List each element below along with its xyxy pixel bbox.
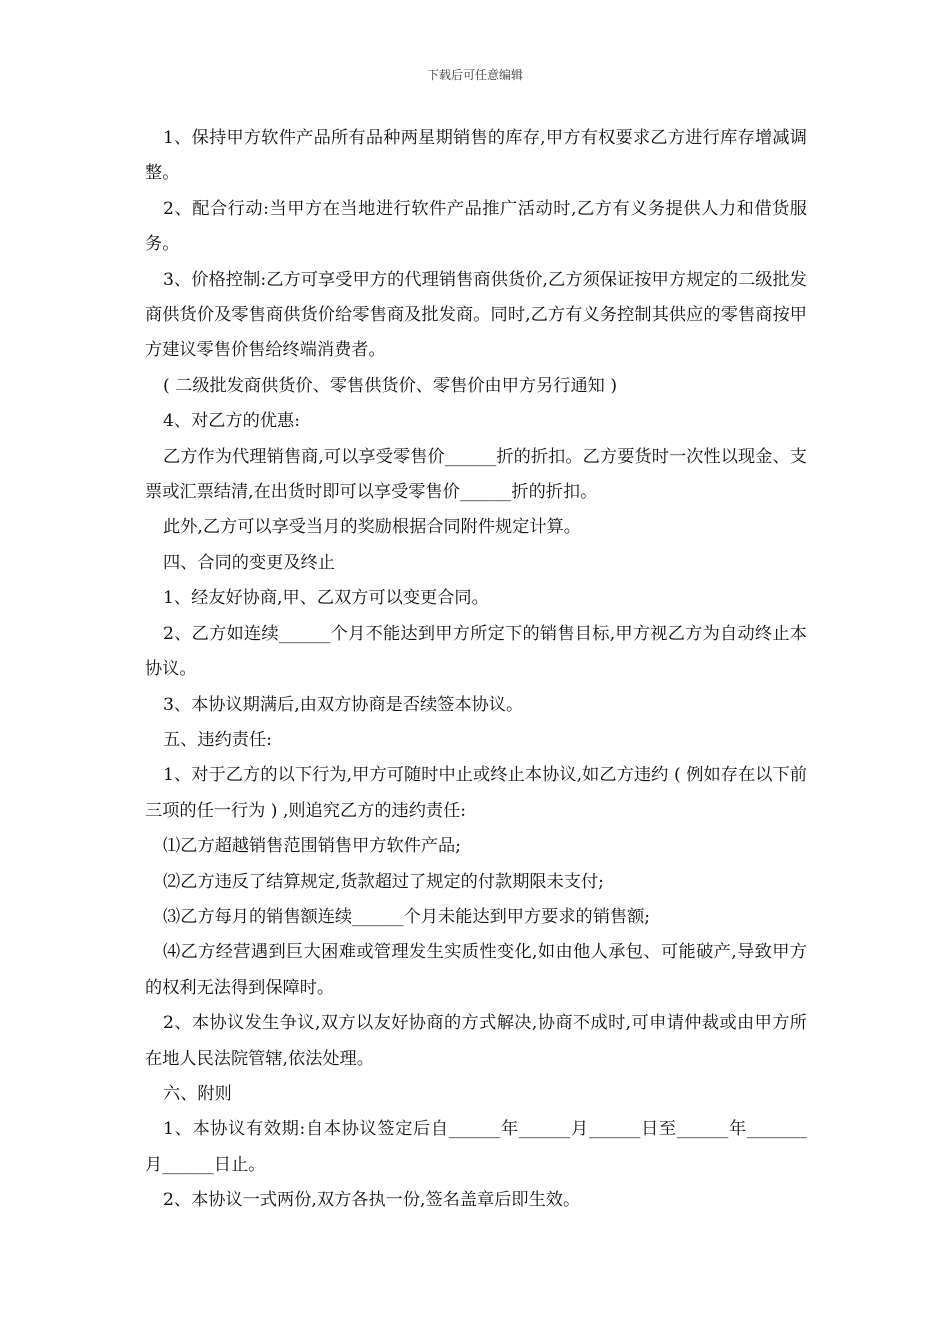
paragraph-discount-terms: 乙方作为代理销售商,可以享受零售价______折的折扣。乙方要货时一次性以现金、支票或汇票结清,在出货时即可以享受零售价______折的折扣。 bbox=[145, 446, 807, 503]
paragraph-sales-target: 2、乙方如连续______个月不能达到甲方所定下的销售目标,甲方视乙方为自动终止本协议。 bbox=[145, 623, 807, 680]
page-header: 下载后可任意编辑 bbox=[426, 68, 523, 82]
paragraph-discount-heading: 4、对乙方的优惠: bbox=[163, 411, 301, 432]
list-item-breach-4: ⑷乙方经营遇到巨大困难或管理发生实质性变化,如由他人承包、可能破产,导致甲方的权利无法得到保障时。 bbox=[145, 942, 807, 998]
paragraph-dispute: 2、本协议发生争议,双方以友好协商的方式解决,协商不成时,可申请仲裁或由甲方所在地人民法院管辖,依法处理。 bbox=[145, 1013, 807, 1069]
section-heading-change-termination: 四、合同的变更及终止 bbox=[163, 552, 335, 573]
paragraph-cooperation: 2、配合行动:当甲方在当地进行软件产品推广活动时,乙方有义务提供人力和借货服务。 bbox=[145, 198, 807, 255]
paragraph-copies: 2、本协议一式两份,双方各执一份,签名盖章后即生效。 bbox=[163, 1190, 581, 1211]
list-item-breach-3: ⑶乙方每月的销售额连续______个月未能达到甲方要求的销售额; bbox=[163, 906, 651, 927]
paragraph-price-note: ( 二级批发商供货价、零售供货价、零售价由甲方另行通知 ) bbox=[163, 375, 618, 396]
paragraph-monthly-reward: 此外,乙方可以享受当月的奖励根据合同附件规定计算。 bbox=[163, 517, 581, 538]
paragraph-renewal: 3、本协议期满后,由双方协商是否续签本协议。 bbox=[163, 694, 524, 715]
document-body bbox=[145, 121, 807, 1219]
section-heading-breach: 五、违约责任: bbox=[163, 729, 272, 750]
section-heading-appendix: 六、附则 bbox=[163, 1083, 232, 1104]
paragraph-breach-conditions: 1、对于乙方的以下行为,甲方可随时中止或终止本协议,如乙方违约 ( 例如存在以下前三项的任一行为 ) ,则追究乙方的违约责任: bbox=[145, 765, 807, 821]
paragraph-change-contract: 1、经友好协商,甲、乙双方可以变更合同。 bbox=[163, 588, 489, 609]
paragraph-stock: 1、保持甲方软件产品所有品种两星期销售的库存,甲方有权要求乙方进行库存增减调整。 bbox=[145, 128, 807, 184]
paragraph-validity: 1、本协议有效期:自本协议签定后自______年______月______日至______年_______月______日止。 bbox=[145, 1119, 807, 1175]
list-item-breach-2: ⑵乙方违反了结算规定,货款超过了规定的付款期限未支付; bbox=[163, 871, 604, 892]
paragraph-price-control: 3、价格控制:乙方可享受甲方的代理销售商供货价,乙方须保证按甲方规定的二级批发商供货价及零售商供货价给零售商及批发商。同时,乙方有义务控制其供应的零售商按甲方建议零售价售给终端消费者。 bbox=[145, 269, 807, 361]
list-item-breach-1: ⑴乙方超越销售范围销售甲方软件产品; bbox=[163, 836, 461, 857]
